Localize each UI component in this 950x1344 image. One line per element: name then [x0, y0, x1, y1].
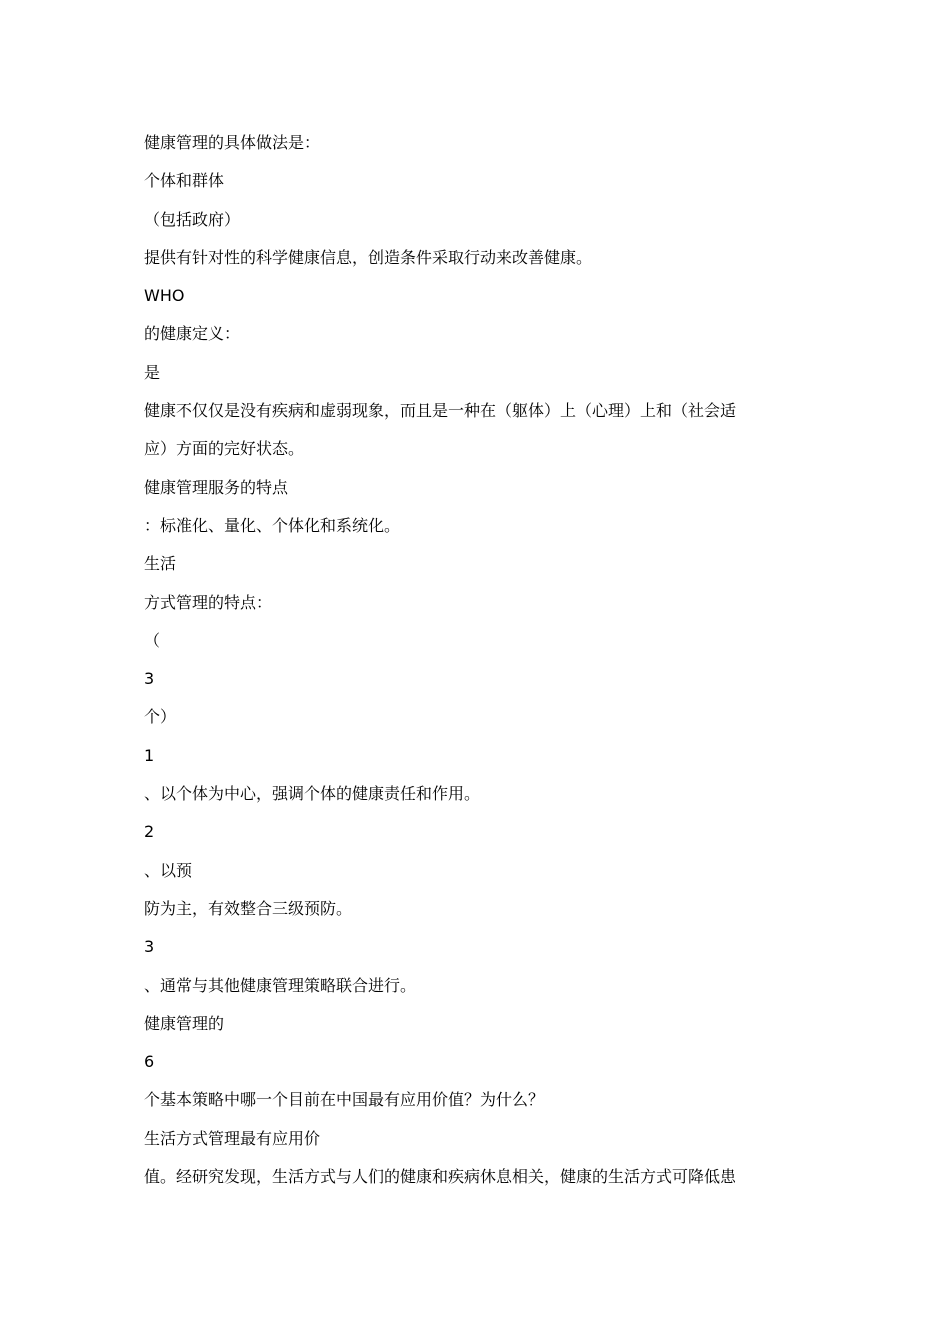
text-line: 健康不仅仅是没有疾病和虚弱现象，而且是一种在（躯体）上（心理）上和（社会适	[144, 401, 737, 421]
text-line: ：标准化、量化、个体化和系统化。	[144, 515, 401, 535]
text-line: 个）	[144, 707, 177, 727]
text-line: 生活	[144, 554, 177, 574]
text-line: 值。经研究发现，生活方式与人们的健康和疾病休息相关，健康的生活方式可降低患	[144, 1167, 737, 1187]
text-line: 、以预	[144, 860, 193, 880]
text-line: 防为主，有效整合三级预防。	[144, 898, 353, 918]
text-line: 方式管理的特点：	[144, 592, 273, 612]
text-line: 、以个体为中心，强调个体的健康责任和作用。	[144, 784, 481, 804]
text-line: 生活方式管理最有应用价	[144, 1128, 321, 1148]
text-line: 的健康定义：	[144, 324, 241, 344]
text-line: 个体和群体	[144, 171, 225, 191]
text-line: 个基本策略中哪一个目前在中国最有应用价值？为什么？	[144, 1090, 545, 1110]
text-line: WHO	[144, 286, 185, 306]
text-line: 3	[144, 669, 155, 689]
document-body	[144, 124, 800, 1196]
text-line: 、通常与其他健康管理策略联合进行。	[144, 975, 417, 995]
text-line: 3	[144, 937, 155, 957]
text-line: 是	[144, 362, 161, 382]
text-line: 健康管理的	[144, 1013, 225, 1033]
text-line: 2	[144, 822, 155, 842]
text-line: 应）方面的完好状态。	[144, 439, 305, 459]
text-line: 健康管理的具体做法是：	[144, 133, 321, 152]
text-line: 提供有针对性的科学健康信息，创造条件采取行动来改善健康。	[144, 247, 593, 267]
text-line: 6	[144, 1052, 155, 1072]
text-line: 健康管理服务的特点	[144, 477, 289, 497]
text-line: （	[144, 630, 161, 650]
text-line: 1	[144, 745, 155, 765]
text-line: （包括政府）	[144, 209, 241, 229]
